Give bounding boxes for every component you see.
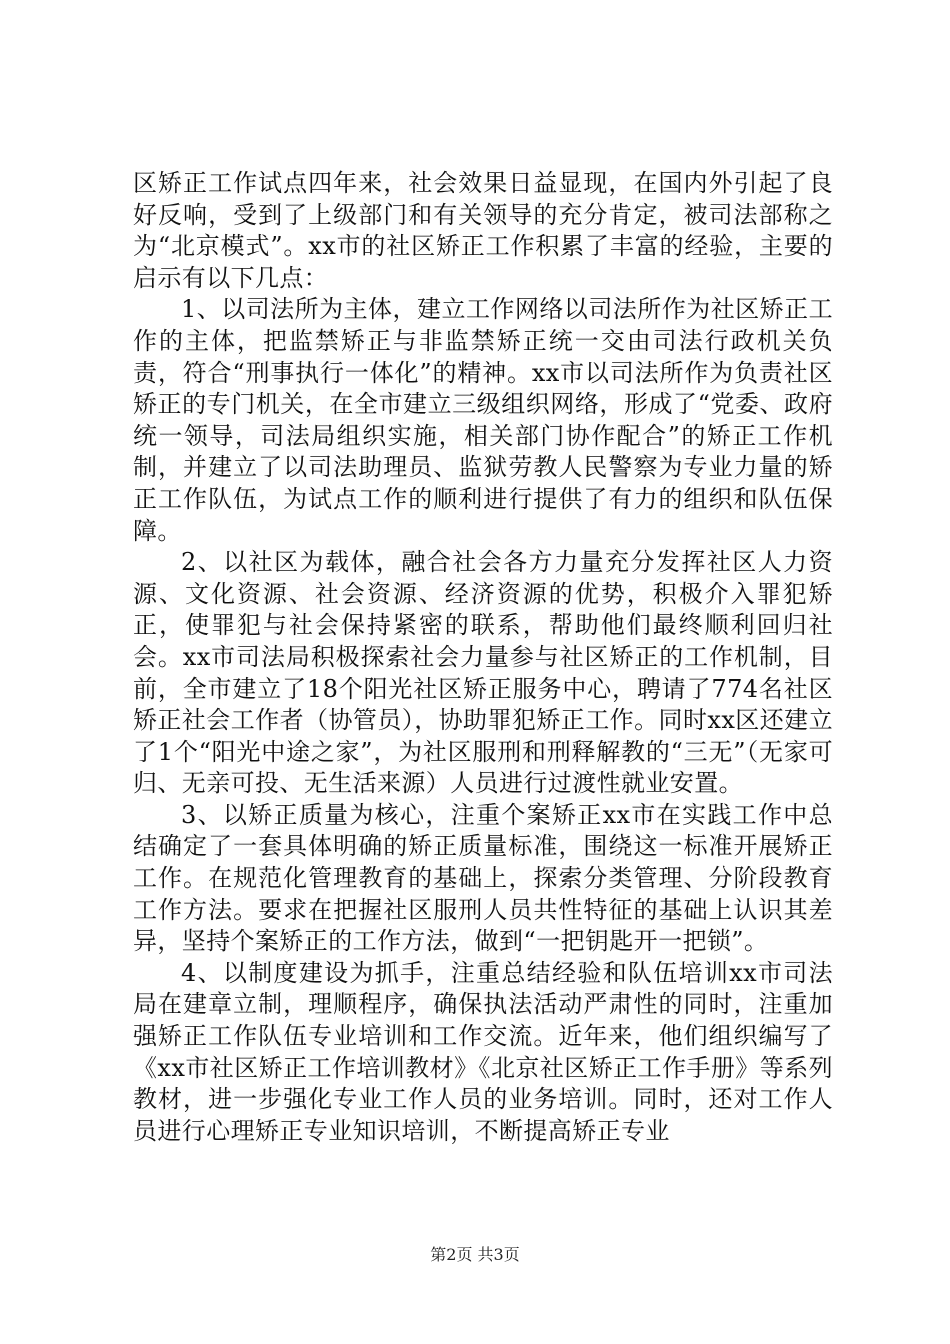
page-footer: 第2页 共3页 (430, 1245, 520, 1264)
paragraph-point-4: 4、以制度建设为抓手，注重总结经验和队伍培训xx市司法局在建章立制，理顺程序，确保执法活动严肃性的同时，注重加强矫正工作队伍专业培训和工作交流。近年来，他们组织编写了《xx市社区矫正工作培训教材》《北京社区矫正工作手册》等系列教材，进一步强化专业工作人员的业务培训。同时，还对工作人员进行心理矫正专业知识培训，不断提高矫正专业 (133, 958, 833, 1145)
paragraph-point-1: 1、以司法所为主体，建立工作网络以司法所作为社区矫正工作的主体，把监禁矫正与非监禁矫正统一交由司法行政机关负责，符合“刑事执行一体化”的精神。xx市以司法所作为负责社区矫正的专门机关，在全市建立三级组织网络，形成了“党委、政府统一领导，司法局组织实施，相关部门协作配合”的矫正工作机制，并建立了以司法助理员、监狱劳教人民警察为专业力量的矫正工作队伍，为试点工作的顺利进行提供了有力的组织和队伍保障。 (133, 295, 833, 545)
paragraph-point-2: 2、以社区为载体，融合社会各方力量充分发挥社区人力资源、文化资源、社会资源、经济资源的优势，积极介入罪犯矫正，使罪犯与社会保持紧密的联系，帮助他们最终顺利回归社会。xx市司法局积极探索社会力量参与社区矫正的工作机制，目前，全市建立了18个阳光社区矫正服务中心，聘请了774名社区矫正社会工作者（协管员），协助罪犯矫正工作。同时xx区还建立了1个“阳光中途之家”，为社区服刑和刑释解教的“三无”（无家可归、无亲可投、无生活来源）人员进行过渡性就业安置。 (133, 548, 833, 798)
paragraph-point-3: 3、以矫正质量为核心，注重个案矫正xx市在实践工作中总结确定了一套具体明确的矫正质量标准，围绕这一标准开展矫正工作。在规范化管理教育的基础上，探索分类管理、分阶段教育工作方法。要求在把握社区服刑人员共性特征的基础上认识其差异，坚持个案矫正的工作方法，做到“一把钥匙开一把锁”。 (133, 800, 833, 956)
document-body (133, 168, 833, 1147)
paragraph-continuation: 区矫正工作试点四年来，社会效果日益显现，在国内外引起了良好反响，受到了上级部门和有关领导的充分肯定，被司法部称之为“北京模式”。xx市的社区矫正工作积累了丰富的经验，主要的启示有以下几点： (133, 169, 833, 292)
